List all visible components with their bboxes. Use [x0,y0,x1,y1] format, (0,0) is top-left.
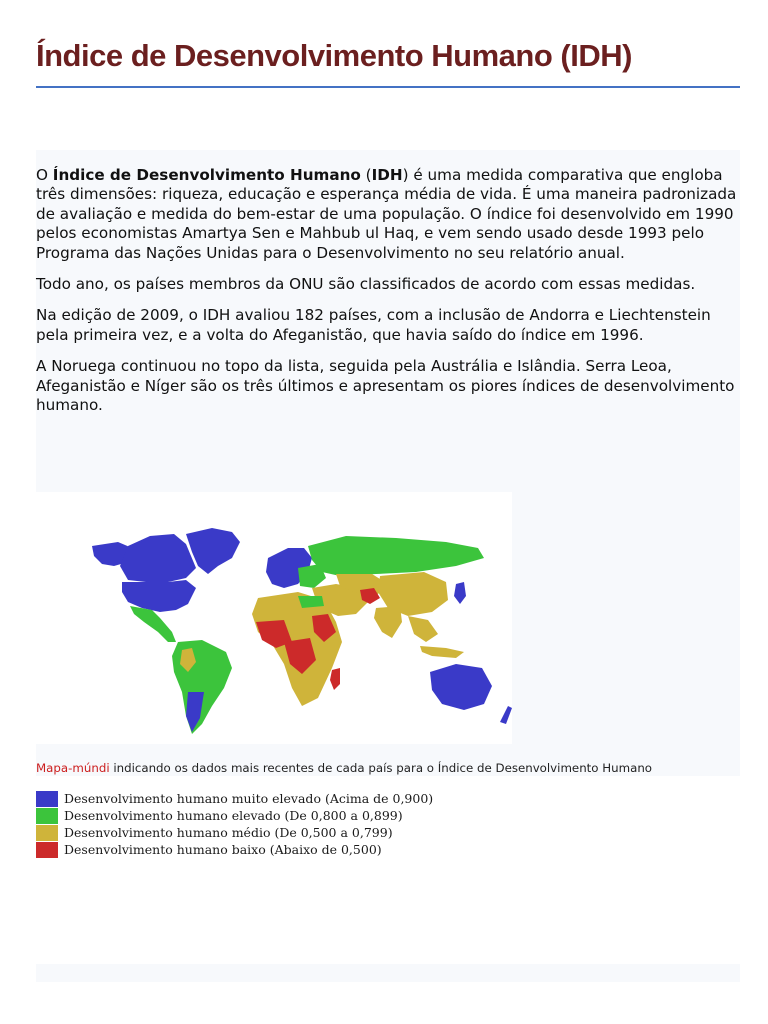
intro-abbr: IDH [371,166,403,184]
map-australia [430,664,492,710]
legend-swatch-very-high [36,791,58,807]
title-divider [36,86,740,88]
legend-swatch-high [36,808,58,824]
legend-swatch-low [36,842,58,858]
map-russia [308,536,484,576]
legend-item-low [36,841,433,858]
footer-strip [36,964,740,982]
intro-term: Índice de Desenvolvimento Humano [52,166,361,184]
map-india [374,606,402,638]
world-map [36,492,512,744]
map-japan [454,582,466,604]
map-caption-text: indicando os dados mais recentes de cada país para o Índice de Desenvolvimento Humano [109,761,653,775]
legend-swatch-medium [36,825,58,841]
intro-paren: ( [360,166,372,184]
legend-label-medium: Desenvolvimento humano médio (De 0,500 a 0,799) [64,825,393,840]
page-title: Índice de Desenvolvimento Humano (IDH) [36,38,632,73]
paragraph-2009: Na edição de 2009, o IDH avaliou 182 países, com a inclusão de Andorra e Liechtenstein pela primeira vez, e a volta do Afeganistão, que havia saído do índice em 1996. [36,306,711,344]
legend-item-high [36,807,433,824]
legend-label-low: Desenvolvimento humano baixo (Abaixo de 0,500) [64,842,382,857]
legend-item-medium [36,824,433,841]
legend-label-high: Desenvolvimento humano elevado (De 0,800 a 0,899) [64,808,403,823]
map-link[interactable]: Mapa-múndi [36,761,110,775]
map-madagascar [330,668,340,690]
map-north-africa-high [298,596,324,608]
map-mexico [130,606,176,642]
map-new-zealand [500,706,512,724]
legend-item-very-high [36,790,433,807]
article-body [36,166,740,427]
map-southeast-asia [408,616,438,642]
map-indonesia [420,646,464,658]
paragraph-onu: Todo ano, os países membros da ONU são classificados de acordo com essas medidas. [36,275,696,294]
map-canada [120,534,196,582]
paragraph-intro [36,166,740,263]
paragraph-ranking: A Noruega continuou no topo da lista, seguida pela Austrália e Islândia. Serra Leoa, Afeganistão e Níger são os três últimos e apresentam os piores índices de desenvolvimento humano. [36,357,735,415]
map-legend [36,790,433,858]
world-map-graphic [36,492,512,744]
intro-rest: ) é uma medida comparativa que engloba três dimensões: riqueza, educação e esperança média de vida. É uma maneira padronizada de avaliação e medida do bem-estar de uma população. O índice foi desenvolvido em 1990 pelos economistas Amartya Sen e Mahbub ul Haq, e vem sendo usado desde 1993 pelo Programa das Nações Unidas para o Desenvolvimento no seu relatório anual. [36,166,737,262]
map-caption [36,761,652,775]
map-south-america [172,640,232,734]
legend-label-very-high: Desenvolvimento humano muito elevado (Acima de 0,900) [64,791,434,806]
intro-prefix: O [36,166,53,184]
